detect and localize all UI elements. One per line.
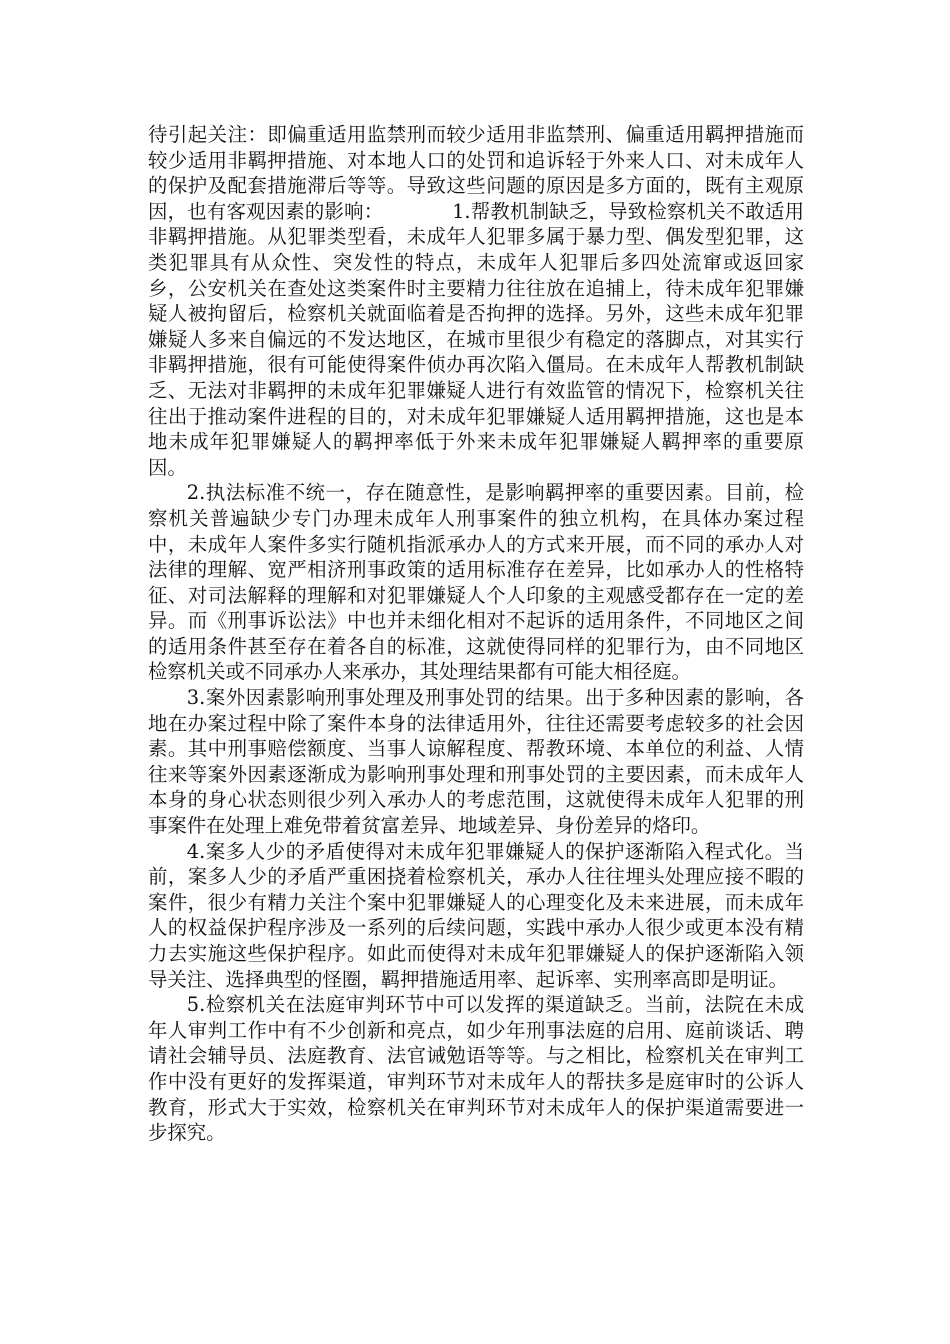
paragraph-point-4: 4.案多人少的矛盾使得对未成年犯罪嫌疑人的保护逐渐陷入程式化。当前，案多人少的矛盾严重困挠着检察机关，承办人往往埋头处理应接不暇的案件，很少有精力关注个案中犯罪嫌疑人的心理变化及未来进展，而未成年人的权益保护程序涉及一系列的后续问题，实践中承办人很少或更本没有精力去实施这些保护程序。如此而使得对未成年犯罪嫌疑人的保护逐渐陷入领导关注、选择典型的怪圈，羁押措施适用率、起诉率、实刑率高即是明证。 — [148, 839, 804, 991]
document-body — [148, 122, 804, 1146]
paragraph-point-5: 5.检察机关在法庭审判环节中可以发挥的渠道缺乏。当前，法院在未成年人审判工作中有不少创新和亮点，如少年刑事法庭的启用、庭前谈话、聘请社会辅导员、法庭教育、法官诫勉语等等。与之相比，检察机关在审判工作中没有更好的发挥渠道，审判环节对未成年人的帮扶多是庭审时的公诉人教育，形式大于实效，检察机关在审判环节对未成年人的保护渠道需要进一步探究。 — [148, 993, 804, 1145]
paragraph-continuation: 待引起关注：即偏重适用监禁刑而较少适用非监禁刑、偏重适用羁押措施而较少适用非羁押措施、对本地人口的处罚和追诉轻于外来人口、对未成年人的保护及配套措施滞后等等。导致这些问题的原因是多方面的，既有主观原因，也有客观因素的影响： 1.帮教机制缺乏，导致检察机关不敢适用非羁押措施。从犯罪类型看，未成年人犯罪多属于暴力型、偶发型犯罪，这类犯罪具有从众性、突发性的特点，未成年人犯罪后多四处流窜或返回家乡，公安机关在查处这类案件时主要精力往往放在追捕上，待未成年犯罪嫌疑人被拘留后，检察机关就面临着是否拘押的选择。另外，这些未成年犯罪嫌疑人多来自偏远的不发达地区，在城市里很少有稳定的落脚点，对其实行非羁押措施，很有可能使得案件侦办再次陷入僵局。在未成年人帮教机制缺乏、无法对非羁押的未成年犯罪嫌疑人进行有效监管的情况下，检察机关往往出于推动案件进程的目的，对未成年犯罪嫌疑人适用羁押措施，这也是本地未成年犯罪嫌疑人的羁押率低于外来未成年犯罪嫌疑人羁押率的重要原因。 — [148, 123, 804, 479]
paragraph-point-3: 3.案外因素影响刑事处理及刑事处罚的结果。出于多种因素的影响，各地在办案过程中除了案件本身的法律适用外，往往还需要考虑较多的社会因素。其中刑事赔偿额度、当事人谅解程度、帮教环境、本单位的利益、人情往来等案外因素逐渐成为影响刑事处理和刑事处罚的主要因素，而未成年人本身的身心状态则很少列入承办人的考虑范围，这就使得未成年人犯罪的刑事案件在处理上难免带着贫富差异、地域差异、身份差异的烙印。 — [148, 686, 804, 838]
paragraph-point-2: 2.执法标准不统一，存在随意性，是影响羁押率的重要因素。目前，检察机关普遍缺少专门办理未成年人刑事案件的独立机构，在具体办案过程中，未成年人案件多实行随机指派承办人的方式来开展，而不同的承办人对法律的理解、宽严相济刑事政策的适用标准存在差异，比如承办人的性格特征、对司法解释的理解和对犯罪嫌疑人个人印象的主观感受都存在一定的差异。而《刑事诉讼法》中也并未细化相对不起诉的适用条件，不同地区之间的适用条件甚至存在着各自的标准，这就使得同样的犯罪行为，由不同地区检察机关或不同承办人来承办，其处理结果都有可能大相径庭。 — [148, 481, 804, 684]
